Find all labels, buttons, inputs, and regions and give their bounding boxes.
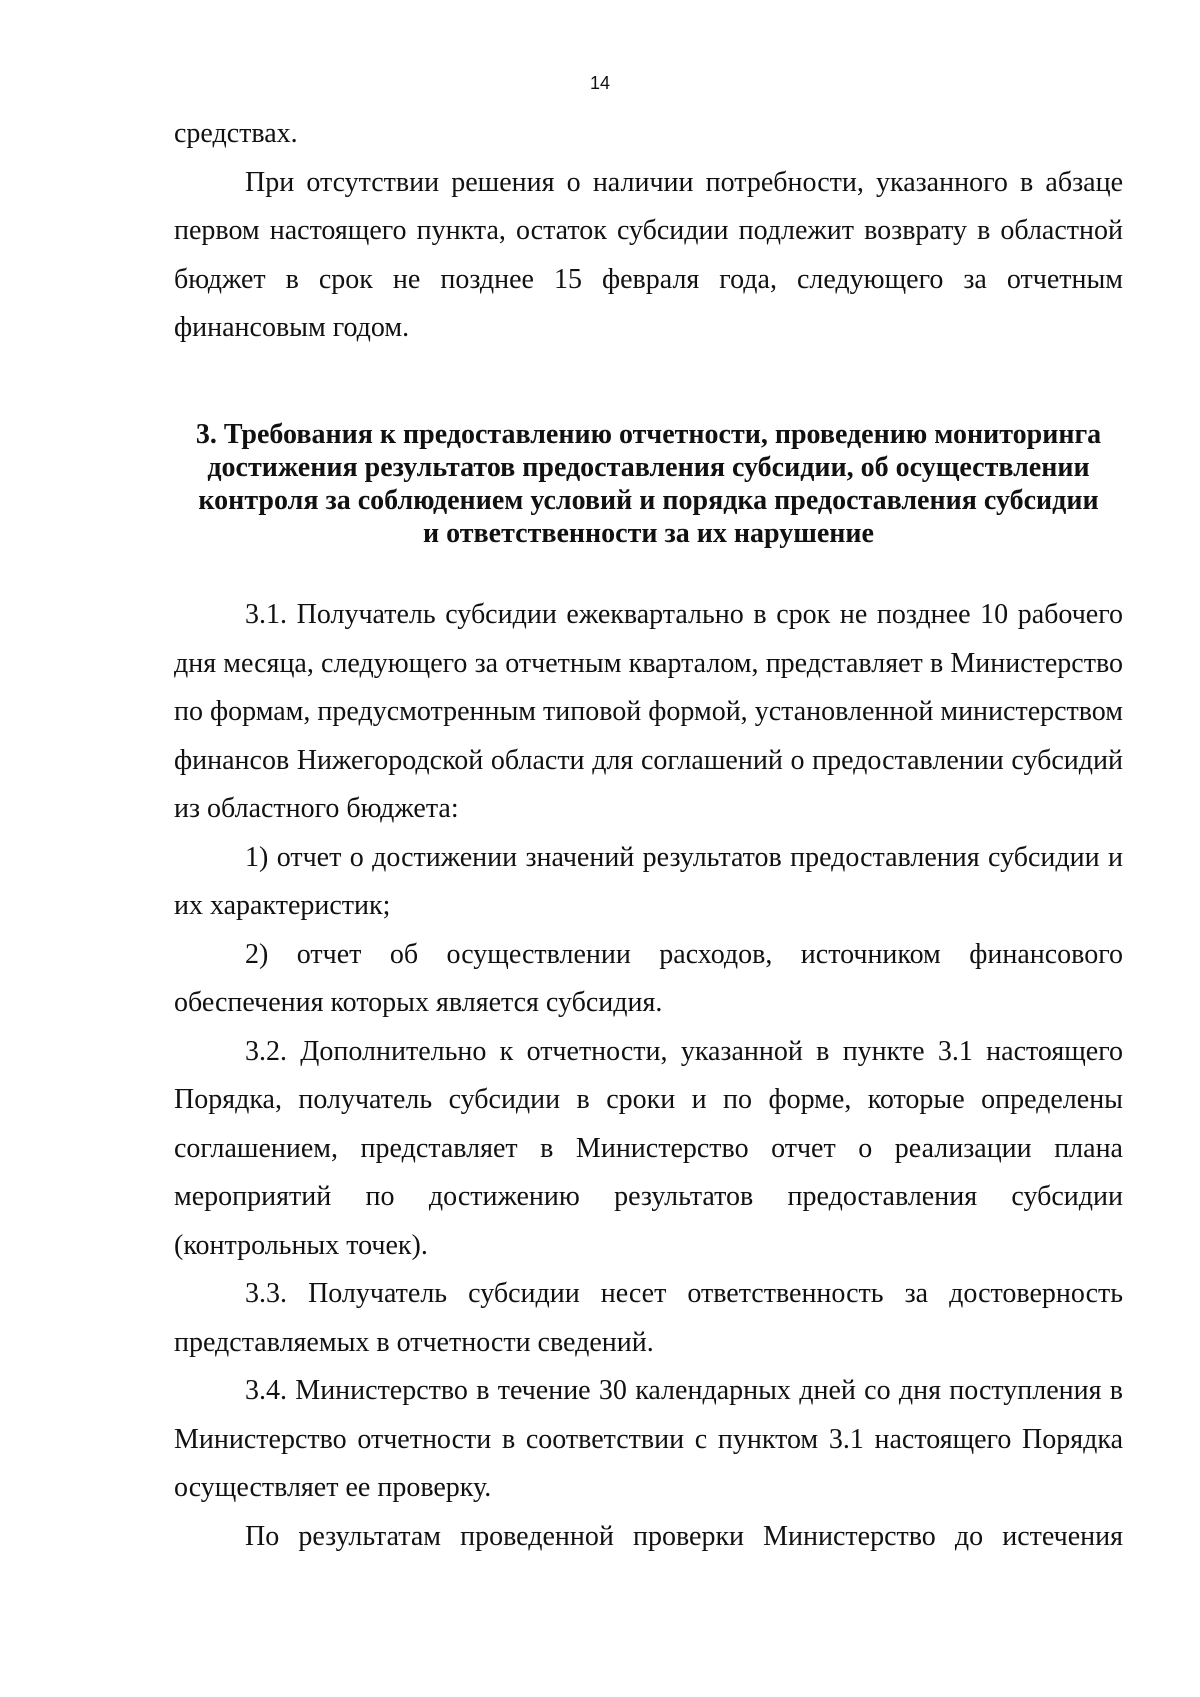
intro-continuation: средствах. — [174, 118, 298, 149]
paragraph-3-4-continuation: По результатам проведенной проверки Министерство до истечения — [245, 1520, 1123, 1552]
section-heading-line: 3. Требования к предоставлению отчетности, проведению мониторинга — [195, 419, 1102, 450]
section-body — [174, 591, 1123, 1561]
section-heading-line: контроля за соблюдением условий и порядка предоставления субсидии — [198, 485, 1099, 516]
paragraph-3-3: 3.3. Получатель субсидии несет ответственность за достоверность представляемых в отчетности сведений. — [174, 1278, 1123, 1358]
section-heading — [174, 418, 1123, 550]
page-number: 14 — [589, 73, 611, 93]
section-heading-line: достижения результатов предоставления субсидии, об осуществлении — [207, 452, 1090, 483]
intro-block — [174, 110, 1123, 353]
intro-paragraph: При отсутствии решения о наличии потребности, указанного в абзаце первом настоящего пункта, остаток субсидии подлежит возврату в областной бюджет в срок не позднее 15 февраля года, следующего за отчетным финансовым годом. — [174, 166, 1123, 343]
section-heading-line: и ответственности за их нарушение — [423, 518, 874, 549]
paragraph-3-1-item-1: 1) отчет о достижении значений результатов предоставления субсидии и их характеристик; — [174, 841, 1123, 921]
paragraph-3-2: 3.2. Дополнительно к отчетности, указанной в пункте 3.1 настоящего Порядка, получатель субсидии в сроки и по форме, которые определены соглашением, представляет в Министерство отчет о реализации плана мероприятий по достижению результатов предоставления субсидии (контрольных точек). — [174, 1035, 1123, 1261]
paragraph-3-4: 3.4. Министерство в течение 30 календарных дней со дня поступления в Министерство отчетности в соответствии с пунктом 3.1 настоящего Порядка осуществляет ее проверку. — [174, 1375, 1123, 1503]
paragraph-3-1-item-2: 2) отчет об осуществлении расходов, источником финансового обеспечения которых является субсидия. — [174, 938, 1123, 1018]
paragraph-3-1: 3.1. Получатель субсидии ежеквартально в срок не позднее 10 рабочего дня месяца, следующего за отчетным кварталом, представляет в Министерство по формам, предусмотренным типовой формой, установленной министерством финансов Нижегородской области для соглашений о предоставлении субсидий из областного бюджета: — [174, 599, 1123, 824]
